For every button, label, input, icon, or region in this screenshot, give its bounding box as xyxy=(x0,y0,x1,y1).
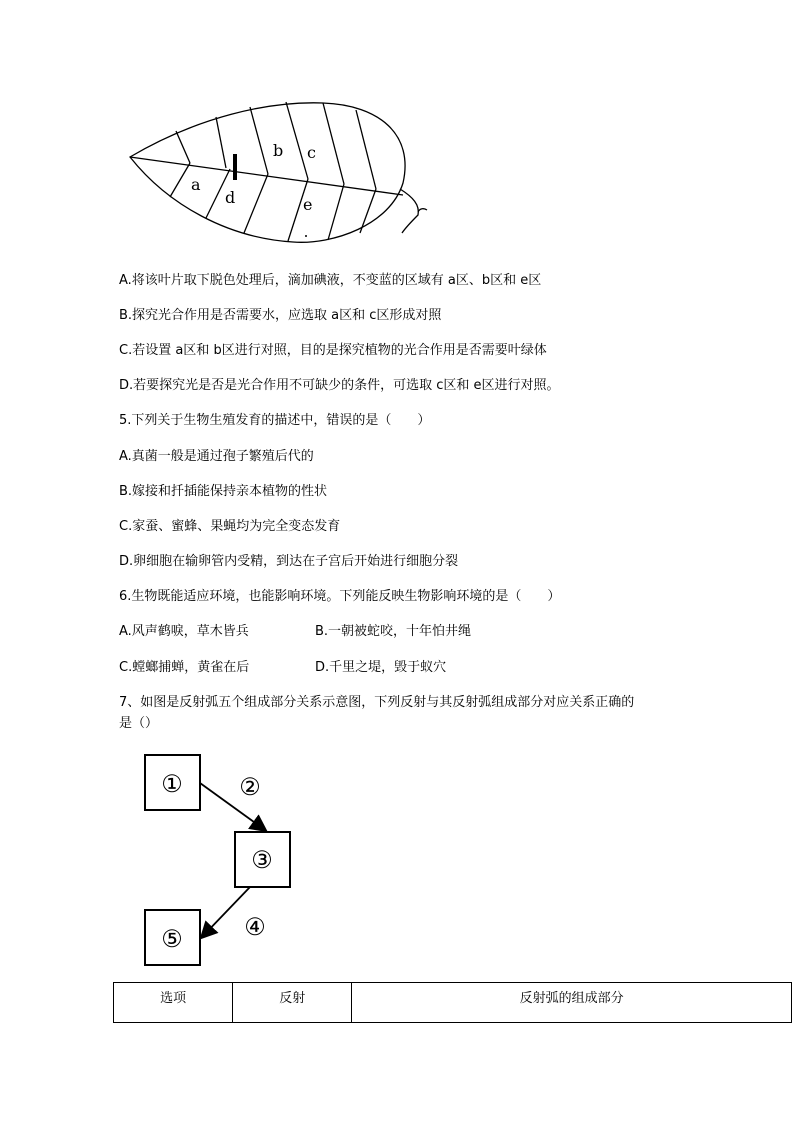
header-reflex: 反射 xyxy=(233,983,352,1023)
q5-option-d: D.卵细胞在输卵管内受精，到达在子宫后开始进行细胞分裂 xyxy=(119,554,459,569)
q6-option-d: D.千里之堤，毁于蚁穴 xyxy=(315,660,447,675)
q5-stem: 5.下列关于生物生殖发育的描述中，错误的是（ ） xyxy=(119,413,431,428)
node-label-3: ③ xyxy=(251,846,273,874)
q5-option-c: C.家蚕、蜜蜂、果蝇均为完全变态发育 xyxy=(119,519,341,534)
leaf-label-c: c xyxy=(307,143,316,162)
q7-stem-line1: 7、如图是反射弧五个组成部分关系示意图，下列反射与其反射弧组成部分对应关系正确的 xyxy=(119,695,635,710)
q4-option-d: D.若要探究光是否是光合作用不可缺少的条件，可选取 c区和 e区进行对照。 xyxy=(119,378,560,393)
node-label-5: ⑤ xyxy=(161,925,183,953)
leaf-label-a: a xyxy=(191,175,201,194)
q7-stem-line2: 是（） xyxy=(119,716,159,731)
leaf-diagram xyxy=(118,95,438,250)
q5-option-a: A.真菌一般是通过孢子繁殖后代的 xyxy=(119,449,314,464)
q6-option-b: B.一朝被蛇咬，十年怕井绳 xyxy=(315,624,472,639)
node-label-2: ② xyxy=(239,773,261,801)
leaf-label-d: d xyxy=(225,188,236,207)
table-header-row xyxy=(114,983,792,1023)
q4-option-b: B.探究光合作用是否需要水，应选取 a区和 c区形成对照 xyxy=(119,308,442,323)
q4-option-c: C.若设置 a区和 b区进行对照，目的是探究植物的光合作用是否需要叶绿体 xyxy=(119,343,547,358)
node-label-4: ④ xyxy=(244,913,266,941)
leaf-label-e: e xyxy=(303,195,313,214)
q7-options-table xyxy=(113,982,792,1023)
leaf-cover-bar xyxy=(233,154,237,180)
q6-stem: 6.生物既能适应环境，也能影响环境。下列能反映生物影响环境的是（ ） xyxy=(119,589,561,604)
q4-option-a: A.将该叶片取下脱色处理后，滴加碘液，不变蓝的区域有 a区、b区和 e区 xyxy=(119,273,542,288)
q6-option-c: C.螳螂捕蝉，黄雀在后 xyxy=(119,660,250,675)
arrow-3-to-5 xyxy=(202,887,250,937)
leaf-label-b: b xyxy=(273,141,284,160)
q5-option-b: B.嫁接和扦插能保持亲本植物的性状 xyxy=(119,484,328,499)
header-option: 选项 xyxy=(114,983,233,1023)
q6-option-a: A.风声鹤唳，草木皆兵 xyxy=(119,624,249,639)
node-label-1: ① xyxy=(161,770,183,798)
reflex-arc-diagram xyxy=(140,750,310,970)
header-reflex-arc-part: 反射弧的组成部分 xyxy=(352,983,792,1023)
